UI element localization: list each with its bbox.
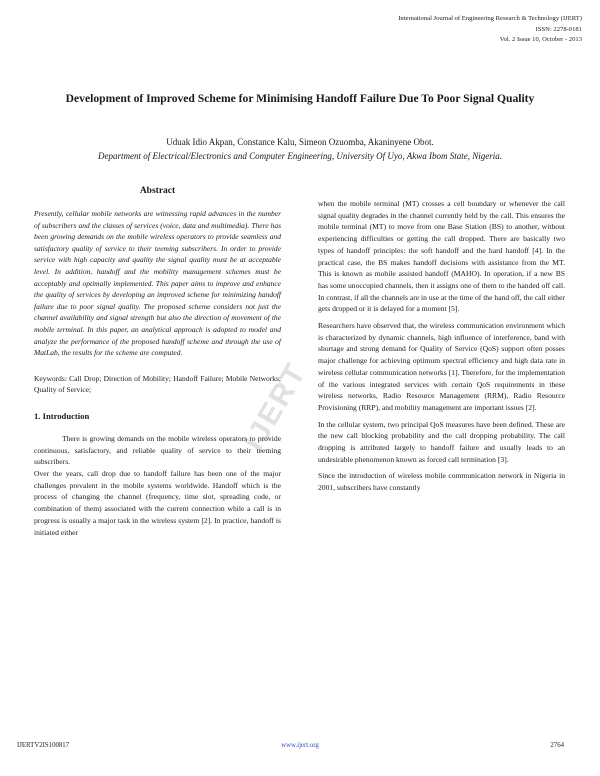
left-column bbox=[34, 186, 281, 538]
issn: ISSN: 2278-0181 bbox=[535, 25, 582, 33]
body-paragraph-3: In the cellular system, two principal QoS measures have been defined. These are the new call blocking probability and the call dropping probability. The call dropping is attributed largely to handoff failure and usually leads to an undesirable phenomenon known as forced call termination [3]. bbox=[318, 419, 565, 464]
introduction-heading: 1. Introduction bbox=[34, 410, 90, 421]
journal-header bbox=[398, 14, 582, 46]
abstract-heading: Abstract bbox=[139, 186, 176, 196]
body-paragraph-1: when the mobile terminal (MT) crosses a cell boundary or whenever the call signal quality degrades in the channel currently held by the call. This ensures the mobile terminal (MT) to move from one Base Station (BS) to another, without experiencing difficulties or getting the call dropped. There are basically two types of handoff principles: the soft handoff and the hard handoff [4]. In the practical case, the BS makes handoff decisions with assistance from the MT. This is known as mobile assisted handoff (MAHO). In operation, if a new BS has some unoccupied channels, then it assigns one of them to the handed off call. In contrast, if all the channels are in use at the time of the hand off, the call either gets dropped or it is delayed for a moment [5]. bbox=[318, 199, 565, 314]
intro-paragraph-1: There is growing demands on the mobile wireless operators to provide continuous, satisfactory, and reliable quality of service to their teeming subscribers. bbox=[34, 433, 281, 467]
paper-id: IJERTV2IS100817 bbox=[17, 742, 70, 749]
intro-paragraph-2: Over the years, call drop due to handoff failure has been one of the major challenges prevalent in the mobile systems worldwide. Handoff which is the process of changing the channel (frequency, time slot, spreading code, or combination of them) associated with the current connection while a call is in progress is usually a major task in the wireless system [2]. In practice, handoff is initiated either bbox=[34, 469, 281, 537]
right-column bbox=[318, 198, 565, 499]
body-paragraph-4: Since the introduction of wireless mobile communication network in Nigeria in 2001, subscribers have constantly bbox=[318, 471, 565, 493]
volume-issue: Vol. 2 Issue 10, October - 2013 bbox=[499, 36, 582, 43]
keywords: Keywords: Call Drop; Direction of Mobility; Handoff Failure; Mobile Networks; Quality of Service; bbox=[34, 373, 281, 395]
abstract-text: Presently, cellular mobile networks are witnessing rapid advances in the number of subscribers and the classes of services (voice, data and multimedia). There has been growing demands on the mobile wireless operators to provide seamless and satisfactory quality of service to their teeming subscribers. In order to provide service with high capacity and quality the signal quality must be at acceptable level. In addition, handoff and the mobility management schemes must be acceptably and optimally implemented. This paper aims to improve and enhance the quality of services by developing an improved scheme for minimizing handoff failure due to poor signal quality. The proposed scheme considers not just the channel availability and signal strength but also the direction of movement of the mobile terminal. In this paper, an analytical approach is adopted to model and analyze the performance of the proposed handoff scheme and through the use of MatLab, the results for the scheme are computed. bbox=[34, 209, 281, 358]
journal-name: International Journal of Engineering Research & Technology (IJERT) bbox=[398, 15, 582, 22]
page-number: 2764 bbox=[550, 742, 564, 749]
body-paragraph-2: Researchers have observed that, the wireless communication environment which is characterized by dynamic channels, high influence of interference, band with shortage and strong demand for Quality of Service (QoS) support often posses major challenge for achieving optimum spectral efficiency and high data rate in wireless cellular communication networks [1]. Therefore, for the implementation of the various integrated services with certain QoS requirements in these wireless networks, Radio Resource Management (RRM), Radio Resource Provisioning (RRP), and mobility management are important issues [2]. bbox=[318, 321, 565, 412]
author-list: Uduak Idio Akpan, Constance Kalu, Simeon Ozuomba, Akaninyene Obot. bbox=[166, 137, 434, 147]
journal-url-link[interactable]: www.ijert.org bbox=[281, 742, 319, 749]
affiliation: Department of Electrical/Electronics and Computer Engineering, University Of Uyo, Akwa Ibom State, Nigeria. bbox=[98, 151, 502, 161]
watermark: IJERT bbox=[237, 357, 314, 457]
paper-title: Development of Improved Scheme for Minimising Handoff Failure Due To Poor Signal Quality bbox=[65, 92, 535, 105]
